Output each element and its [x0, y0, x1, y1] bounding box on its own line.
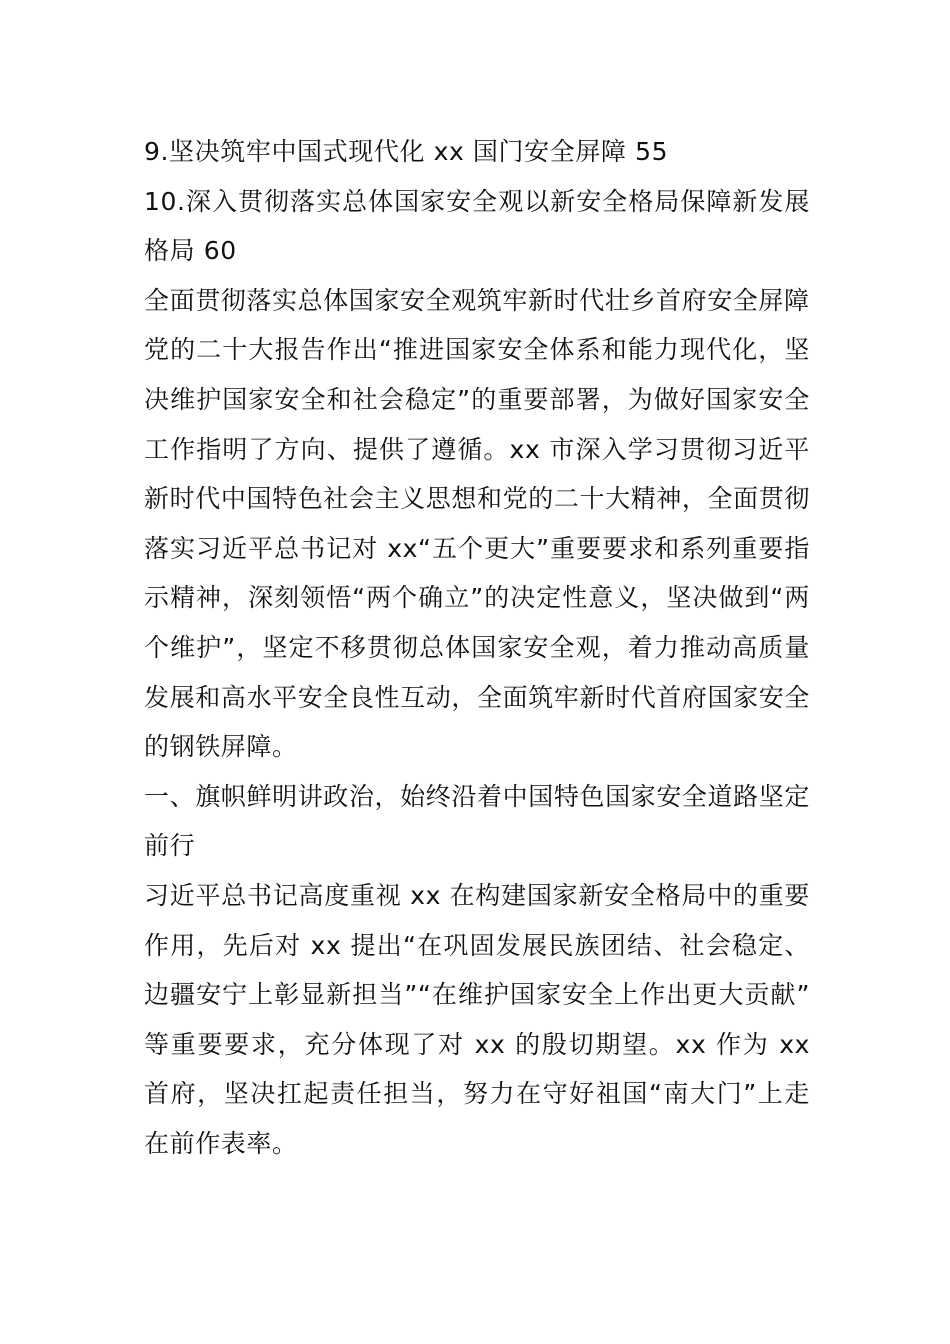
- intro-paragraph: 党的二十大报告作出“推进国家安全体系和能力现代化，坚决维护国家安全和社会稳定”的重要部署，为做好国家安全工作指明了方向、提供了遵循。xx 市深入学习贯彻习近平新时代中国特色社会主义思想和党的二十大精神，全面贯彻落实习近平总书记对 xx“五个更大”重要要求和系列重要指示精神，深刻领悟“两个确立”的决定性意义，坚决做到“两个维护”，坚定不移贯彻总体国家安全观，着力推动高质量发展和高水平安全良性互动，全面筑牢新时代首府国家安全的钢铁屏障。: [144, 335, 810, 762]
- document-title: 全面贯彻落实总体国家安全观筑牢新时代壮乡首府安全屏障: [144, 285, 810, 315]
- section-heading: 一、旗帜鲜明讲政治，始终沿着中国特色国家安全道路坚定前行: [144, 781, 810, 861]
- section-paragraph: 习近平总书记高度重视 xx 在构建国家新安全格局中的重要作用，先后对 xx 提出“在巩固发展民族团结、社会稳定、边疆安宁上彰显新担当”“在维护国家安全上作出更大贡献”等重要要求，充分体现了对 xx 的殷切期望。xx 作为 xx 首府，坚决扛起责任担当，努力在守好祖国“南大门”上走在前作表率。: [144, 880, 810, 1158]
- toc-entry-10: 10.深入贯彻落实总体国家安全观以新安全格局保障新发展格局 60: [144, 186, 810, 266]
- document-body: [144, 127, 810, 1168]
- toc-entry-9: 9.坚决筑牢中国式现代化 xx 国门安全屏障 55: [144, 137, 669, 166]
